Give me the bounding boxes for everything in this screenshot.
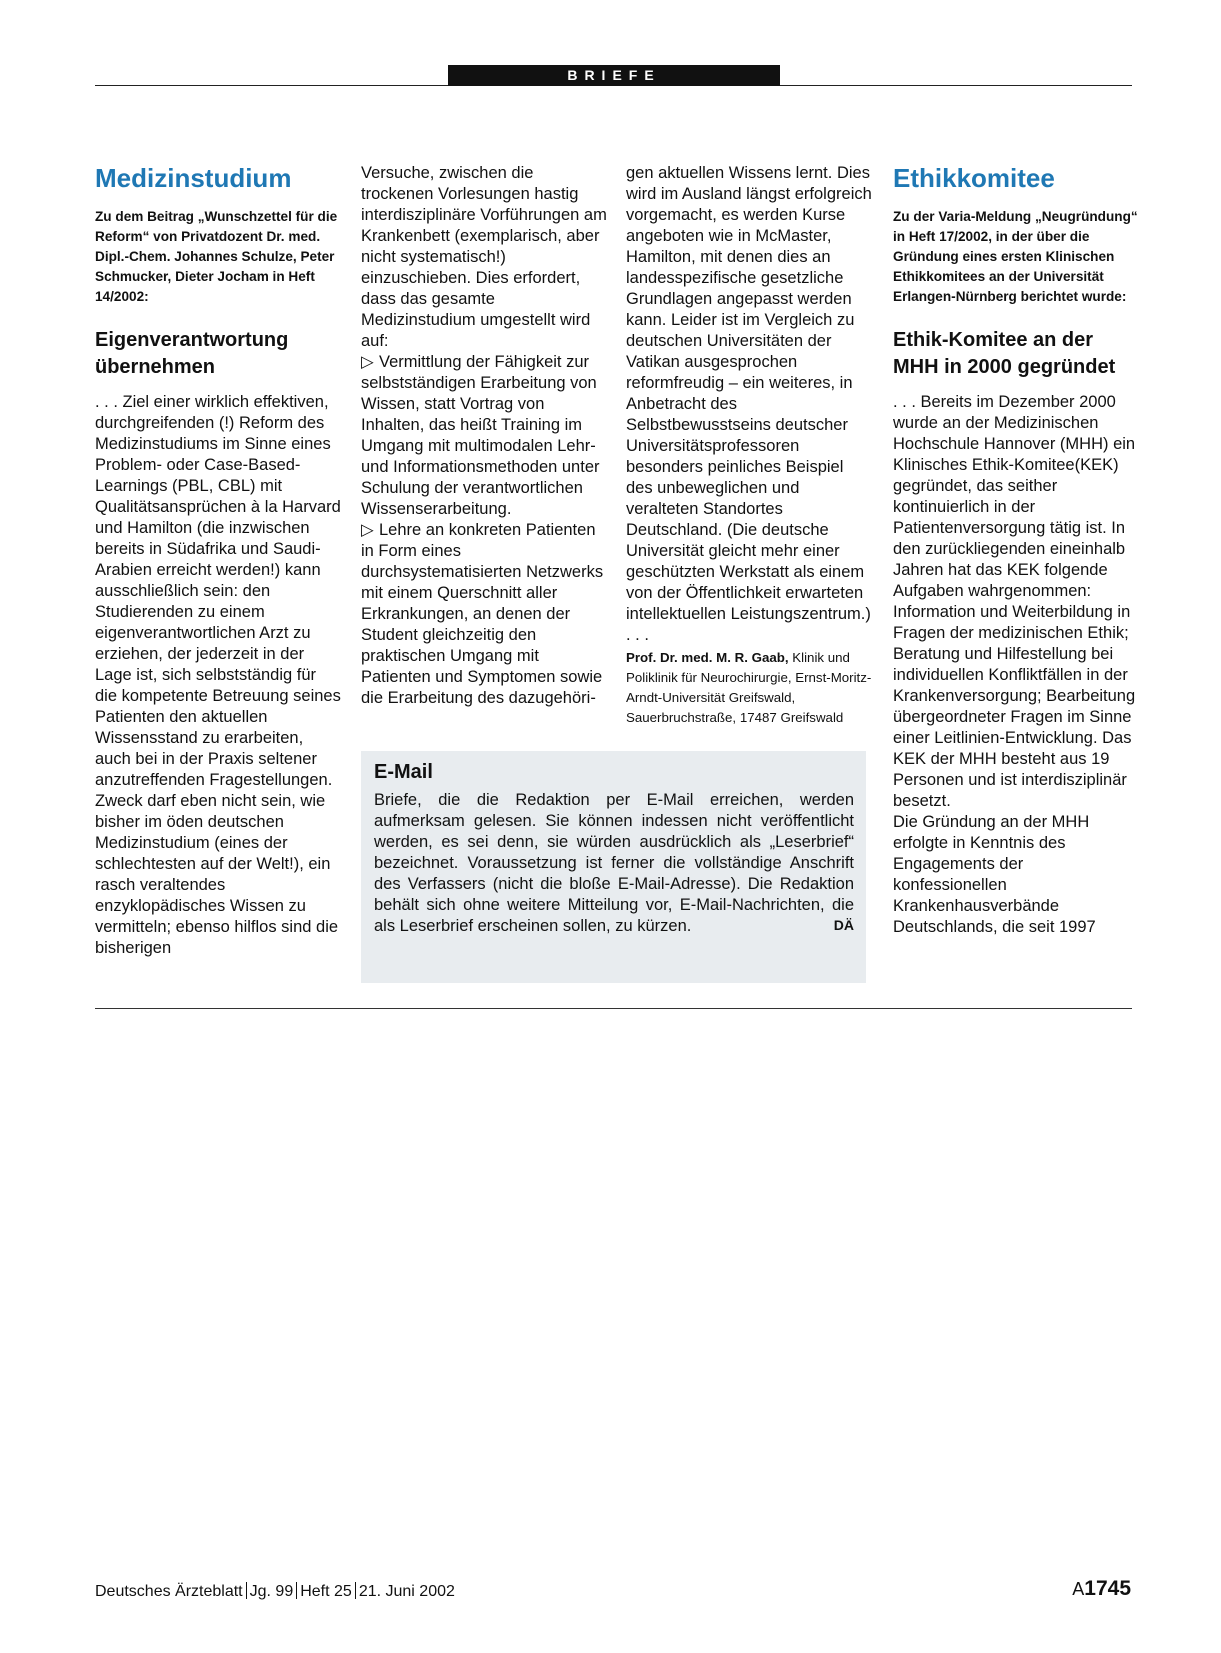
divider <box>355 1582 356 1599</box>
issue: Heft 25 <box>300 1583 352 1600</box>
letter-text: Die Gründung an der MHH erfolgte in Kenntnis des Engagements der konfessionellen Krankenhausverbände Deutschlands, die seit 1997 <box>893 813 1096 936</box>
bottom-rule <box>95 1008 1132 1009</box>
column-4 <box>893 163 1139 938</box>
article-intro: Zu der Varia-Meldung „Neugründung“ in Heft 17/2002, in der über die Gründung eines ersten Klinischen Ethikkomitees an der Universität Erlangen-Nürnberg berichtet wurde: <box>893 209 1138 304</box>
page-number-value: 1745 <box>1084 1577 1131 1600</box>
letter-text: . . . Ziel einer wirklich effektiven, durchgreifenden (!) Reform des Medizinstudiums im Sinne eines Problem- oder Case-Based-Learnings (PBL, CBL) mit Qualitätsansprüchen à la Harvard und Hamilton (die inzwischen bereits in Südafrika und Saudi-Arabien erreicht werden!) kann ausschließlich sein: den Studierenden zu einem eigenverantwortlichen Arzt zu erziehen, der jederzeit in der Lage ist, sich selbstständig für die kompetente Betreuung seines Patienten den aktuellen Wissensstand zu erarbeiten, auch bei in der Praxis seltener anzutreffenden Fragestellungen. Zweck darf eben nicht sein, wie bisher im öden deutschen Medizinstudium (eines der schlechtesten auf der Welt!), ein rasch veraltendes enzyklopädisches Wissen zu vermitteln; ebenso hilflos sind die bisherigen <box>95 393 341 957</box>
letter-text: . . . Bereits im Dezember 2000 wurde an der Medizinischen Hochschule Hannover (MHH) ein Klinisches Ethik-Komitee(KEK) gegründet, das seither kontinuierlich in der Patientenversorgung tätig ist. In den zurückliegenden eineinhalb Jahren hat das KEK folgende Aufgaben wahrgenommen: Information und Weiterbildung in Fragen der medizinischen Ethik; Beratung und Hilfestellung bei individuellen Konfliktfällen in der Krankenversorgung; Bearbeitung übergeordneter Fragen im Sinne einer Leitlinien-Entwicklung. Das KEK der MHH besteht aus 19 Personen und ist interdisziplinär besetzt. <box>893 393 1136 810</box>
column-3 <box>626 163 872 728</box>
journal-name: Deutsches Ärzteblatt <box>95 1583 243 1600</box>
article-intro: Zu dem Beitrag „Wunschzettel für die Reform“ von Privatdozent Dr. med. Dipl.-Chem. Johannes Schulze, Peter Schmucker, Dieter Jocham in Heft 14/2002: <box>95 209 338 304</box>
signature-name: Prof. Dr. med. M. R. Gaab, <box>626 650 789 665</box>
volume: Jg. 99 <box>249 1583 294 1600</box>
letter-subtitle: Ethik-Komitee an der MHH in 2000 gegründet <box>893 329 1116 378</box>
bullet-text: Lehre an konkreten Patienten in Form eines durchsystematisierten Netzwerks mit einem Querschnitt aller Erkrankungen, an denen der Student gleichzeitig den praktischen Umgang mit Patienten und Symptomen sowie die Erarbeitung des dazugehöri- <box>361 521 604 707</box>
footer <box>95 1582 455 1601</box>
email-notice-box <box>361 751 866 983</box>
signature-address: Klinik und Poliklinik für Neurochirurgie, Ernst-Moritz-Arndt-Universität Greifswald, Sauerbruchstraße, 17487 Greifswald <box>626 650 872 725</box>
bullet-item <box>361 352 607 520</box>
section-title-ethikkomitee: Ethikkomitee <box>893 163 1055 193</box>
bullet-triangle-icon: ▷ <box>361 521 374 539</box>
page-prefix: A <box>1072 1579 1085 1599</box>
email-notice-text: Briefe, die die Redaktion per E-Mail erreichen, werden aufmerksam gelesen. Sie können indessen nicht veröffentlicht werden, es sei denn, sie würden ausdrücklich als „Leserbrief“ bezeichnet. Voraussetzung ist ferner die vollständige Anschrift des Verfassers (nicht die bloße E-Mail-Adresse). Die Redaktion behält sich ohne weitere Mitteilung vor, E-Mail-Nachrichten, die als Leserbrief erscheinen sollen, zu kürzen. <box>374 791 854 935</box>
email-notice-sign: DÄ <box>833 917 854 933</box>
date: 21. Juni 2002 <box>358 1583 455 1600</box>
column-2 <box>361 163 607 709</box>
divider <box>246 1582 247 1599</box>
letter-signature <box>626 648 872 728</box>
letter-text: gen aktuellen Wissens lernt. Dies wird im Ausland längst erfolgreich vorgemacht, es werden Kurse angeboten wie in McMaster, Hamilton, mit denen dies an landesspezifische gesetzliche Grundlagen angepasst werden kann. Leider ist im Vergleich zu deutschen Universitäten der Vatikan ausgesprochen reformfreudig – ein weiteres, in Anbetracht des Selbstbewusstseins deutscher Universitätsprofessoren besonders peinliches Beispiel des unbeweglichen und veralteten Standortes Deutschland. (Die deutsche Universität gleicht mehr einer geschützten Werkstatt als einem von der Öffentlichkeit erwarteten intellektuellen Leistungszentrum.) . . . <box>626 164 872 644</box>
email-notice-title: E-Mail <box>374 761 433 783</box>
letter-subtitle: Eigenverantwortung übernehmen <box>95 329 289 378</box>
section-title-medizinstudium: Medizinstudium <box>95 163 292 193</box>
bullet-item <box>361 520 607 709</box>
letter-text: Versuche, zwischen die trockenen Vorlesungen hastig interdisziplinäre Vorführungen am Krankenbett (exemplarisch, aber nicht systematisch!) einzuschieben. Dies erfordert, dass das gesamte Medizinstudium umgestellt wird auf: <box>361 164 607 350</box>
bullet-text: Vermittlung der Fähigkeit zur selbstständigen Erarbeitung von Wissen, statt Vortrag von Inhalten, das heißt Training im Umgang mit multimodalen Lehr- und Informationsmethoden unter Schulung der verantwortlichen Wissenserarbeitung. <box>361 353 600 518</box>
divider <box>296 1582 297 1599</box>
bullet-triangle-icon: ▷ <box>361 353 374 371</box>
column-1 <box>95 163 341 959</box>
section-header: BRIEFE <box>448 65 780 86</box>
page-number <box>1072 1577 1131 1601</box>
